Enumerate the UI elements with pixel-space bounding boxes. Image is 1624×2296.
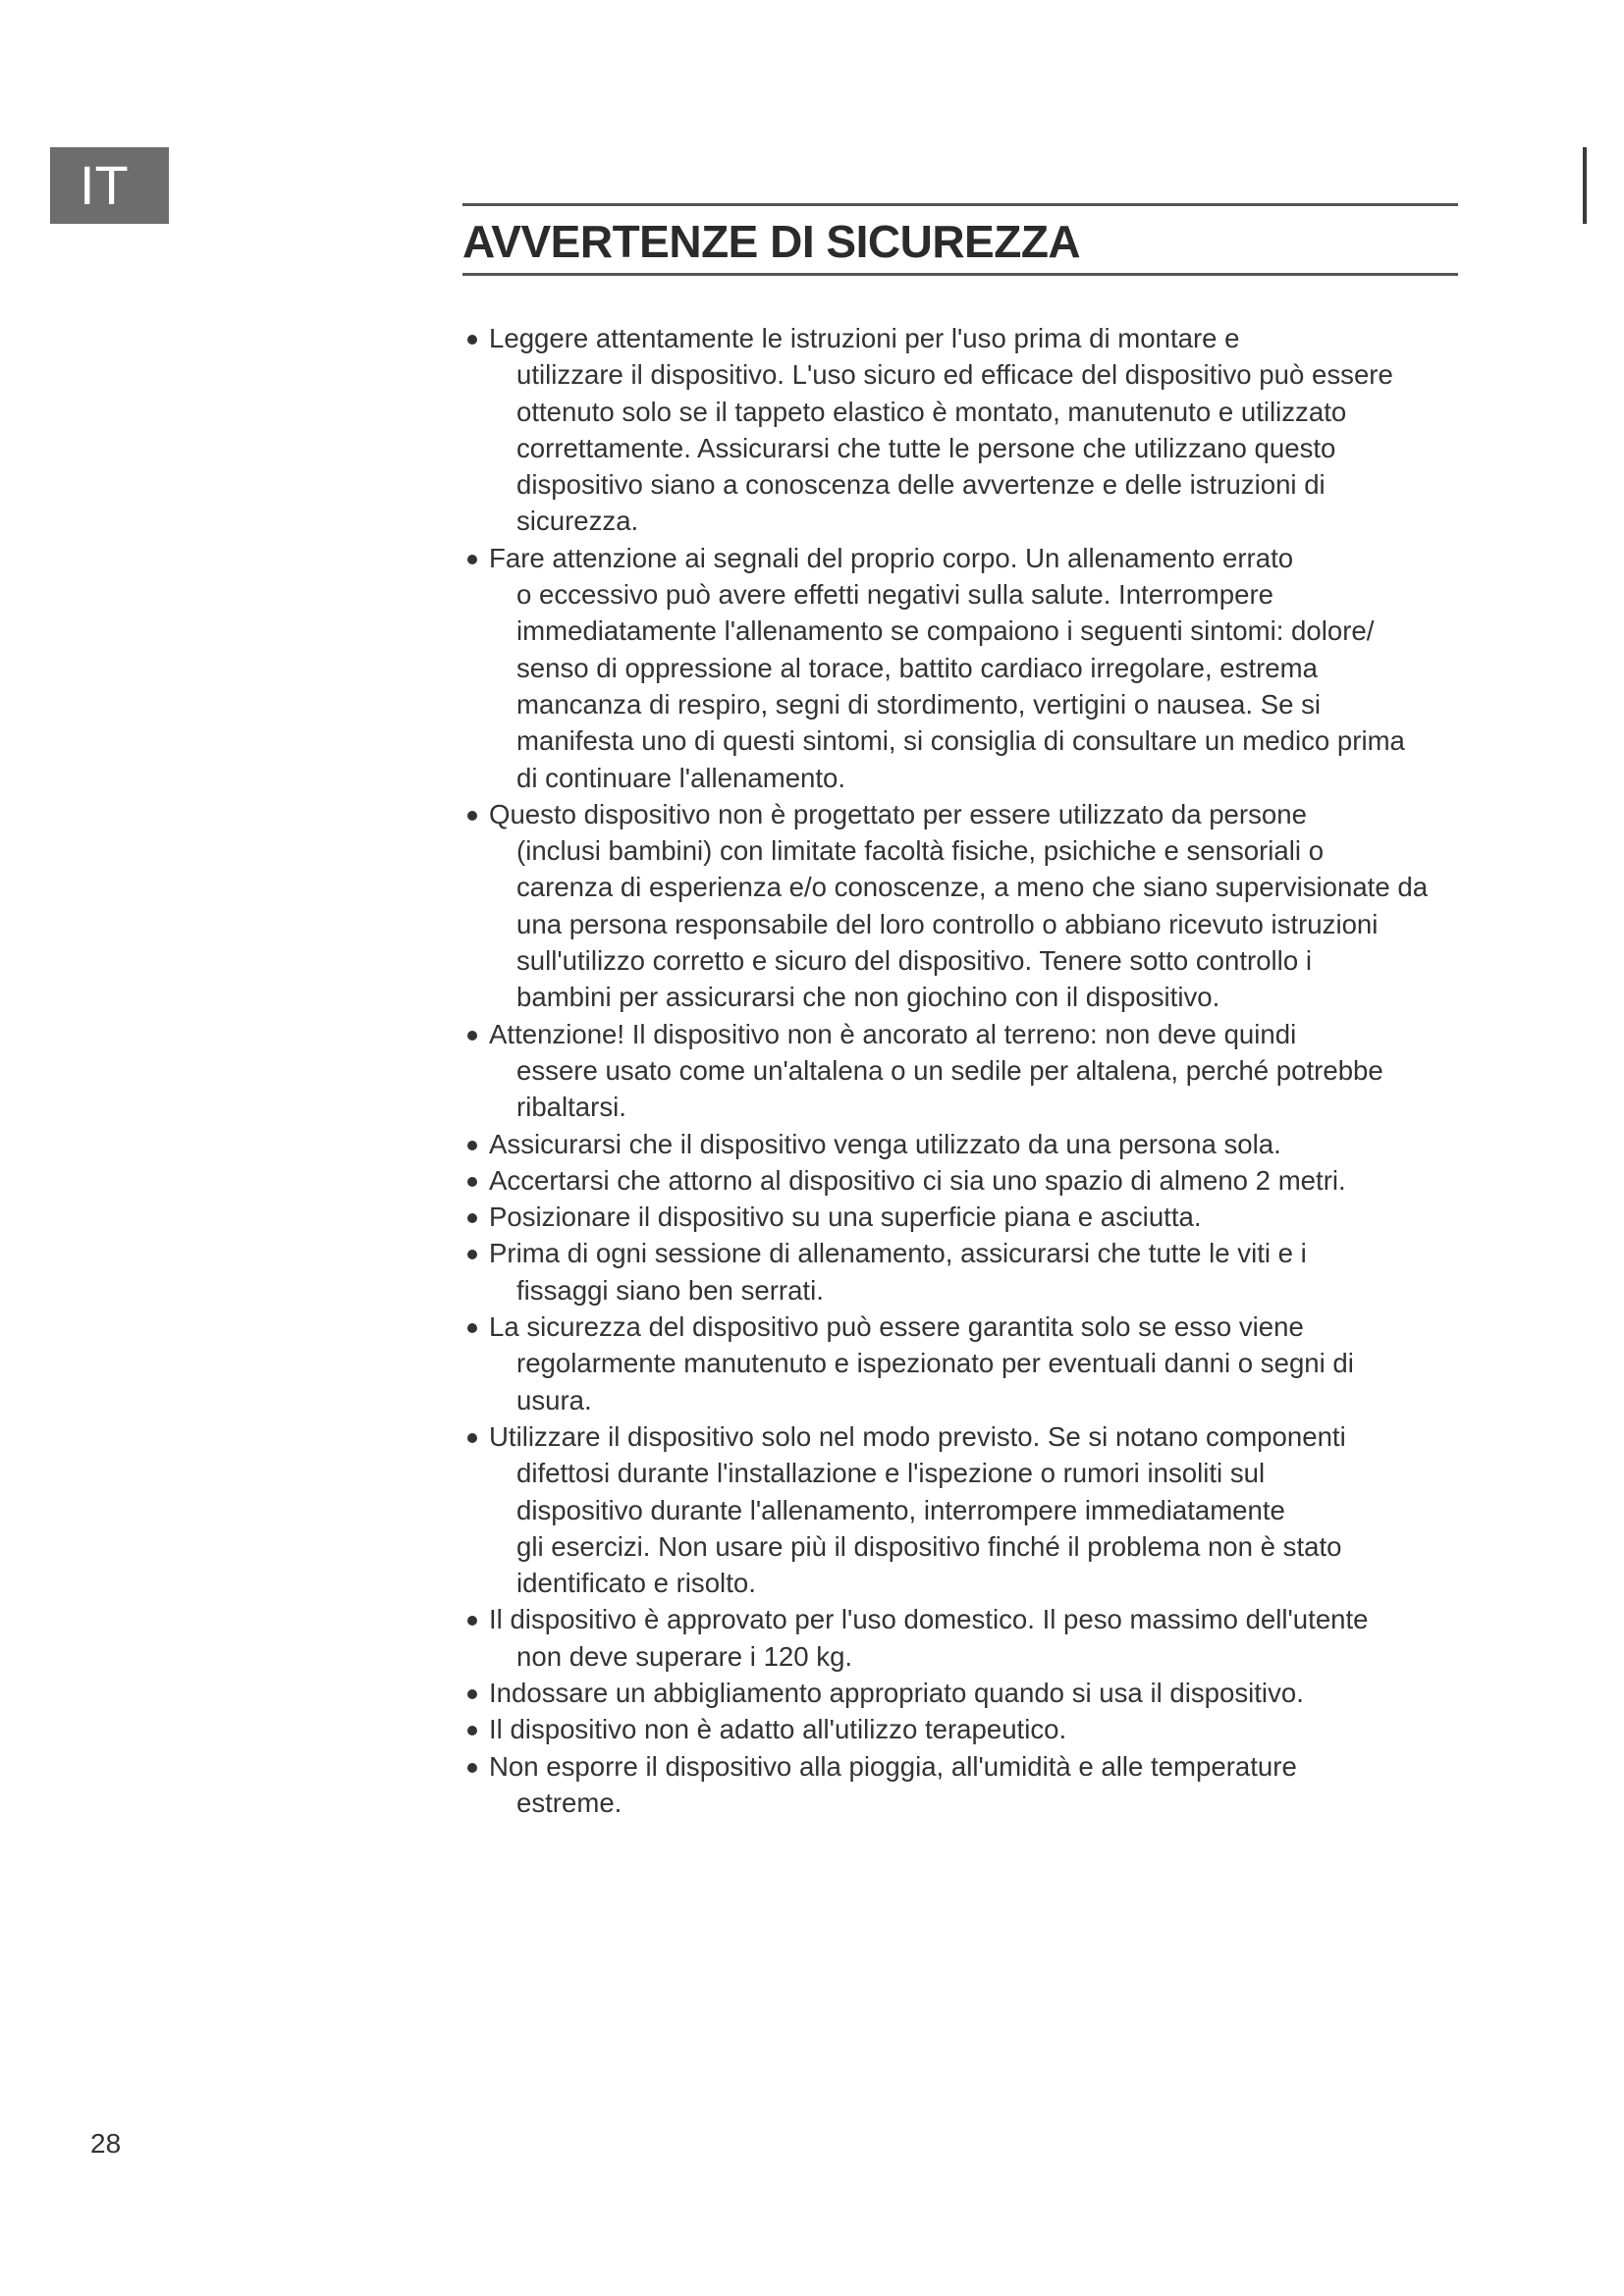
warning-text-line: usura. <box>516 1384 592 1415</box>
warning-text-line: correttamente. Assicurarsi che tutte le persone che utilizzano questo <box>516 432 1336 463</box>
warning-text-line: bambini per assicurarsi che non giochino con il dispositivo. <box>516 982 1220 1013</box>
warning-item <box>462 1748 1460 1822</box>
warning-item <box>462 1016 1460 1126</box>
bullet-icon <box>467 1177 477 1187</box>
warning-text-line: dispositivo durante l'allenamento, interrompere immediatamente <box>516 1494 1285 1525</box>
warning-text-line: Utilizzare il dispositivo solo nel modo previsto. Se si notano componenti <box>489 1420 1346 1452</box>
bullet-icon <box>467 1763 477 1773</box>
warning-text-line: Non esporre il dispositivo alla pioggia, all'umidità e alle temperature <box>489 1750 1297 1782</box>
warning-text-line: Assicurarsi che il dispositivo venga utilizzato da una persona sola. <box>489 1128 1281 1159</box>
warning-item <box>462 1675 1460 1711</box>
warning-text-line: estreme. <box>516 1787 623 1818</box>
warning-text-line: o eccessivo può avere effetti negativi sulla salute. Interrompere <box>516 579 1274 611</box>
warning-text-line: mancanza di respiro, segni di stordimento, vertigini o nausea. Se si <box>516 688 1322 720</box>
warning-text-line: regolarmente manutenuto e ispezionato per eventuali danni o segni di <box>516 1348 1354 1379</box>
warning-text-line: La sicurezza del dispositivo può essere garantita solo se esso viene <box>489 1311 1304 1343</box>
bullet-icon <box>467 335 477 345</box>
title-rule-top <box>462 203 1458 206</box>
page-edge-mark <box>1583 147 1587 224</box>
warning-text-line: senso di oppressione al torace, battito cardiaco irregolare, estrema <box>516 652 1318 683</box>
title-rule-bottom <box>462 273 1458 276</box>
warning-item <box>462 1711 1460 1747</box>
warning-text-line: Leggere attentamente le istruzioni per l'uso prima di montare e <box>489 323 1240 353</box>
bullet-icon <box>467 1726 477 1735</box>
bullet-icon <box>467 1323 477 1333</box>
bullet-icon <box>467 1616 477 1626</box>
bullet-icon <box>467 1213 477 1223</box>
warning-text-line: manifesta uno di questi sintomi, si consiglia di consultare un medico prima <box>516 725 1405 757</box>
warning-item <box>462 1308 1460 1418</box>
warning-text-line: Il dispositivo non è adatto all'utilizzo terapeutico. <box>489 1714 1067 1745</box>
warning-text-line: difettosi durante l'installazione e l'ispezione o rumori insoliti sul <box>516 1458 1266 1489</box>
warning-text-line: ribaltarsi. <box>516 1092 626 1123</box>
warning-text-line: identificato e risolto. <box>516 1568 756 1599</box>
warning-item <box>462 1601 1460 1675</box>
warning-text-line: immediatamente l'allenamento se compaiono i seguenti sintomi: dolore/ <box>516 615 1375 647</box>
bullet-icon <box>467 1250 477 1259</box>
warning-text-line: carenza di esperienza e/o conoscenze, a meno che siano supervisionate da <box>516 872 1429 903</box>
warning-item <box>462 1126 1460 1162</box>
warning-text-line: ottenuto solo se il tappeto elastico è montato, manutenuto e utilizzato <box>516 396 1347 427</box>
warning-item <box>462 320 1460 540</box>
language-tab: IT <box>50 147 169 224</box>
safety-warnings-list <box>462 320 1460 1821</box>
warning-text-line: Questo dispositivo non è progettato per essere utilizzato da persone <box>489 798 1307 829</box>
bullet-icon <box>467 1433 477 1443</box>
warning-text-line: di continuare l'allenamento. <box>516 762 846 793</box>
warning-item <box>462 1162 1460 1199</box>
bullet-icon <box>467 555 477 564</box>
warning-text-line: Indossare un abbigliamento appropriato quando si usa il dispositivo. <box>489 1677 1304 1708</box>
warning-text-line: sicurezza. <box>516 506 639 537</box>
warning-item <box>462 1199 1460 1235</box>
warning-text-line: fissaggi siano ben serrati. <box>516 1274 824 1306</box>
warning-text-line: gli esercizi. Non usare più il dispositivo finché il problema non è stato <box>516 1530 1342 1562</box>
warning-text-line: Accertarsi che attorno al dispositivo ci sia uno spazio di almeno 2 metri. <box>489 1164 1346 1196</box>
bullet-icon <box>467 811 477 821</box>
warning-text-line: Fare attenzione ai segnali del proprio corpo. Un allenamento errato <box>489 542 1294 573</box>
warning-item <box>462 540 1460 796</box>
section-title: AVVERTENZE DI SICUREZZA <box>462 216 1081 267</box>
page-number: 28 <box>90 2128 122 2159</box>
warning-text-line: utilizzare il dispositivo. L'uso sicuro ed efficace del dispositivo può essere <box>516 359 1393 391</box>
warning-text-line: una persona responsabile del loro controllo o abbiano ricevuto istruzioni <box>516 908 1379 939</box>
warning-text-line: (inclusi bambini) con limitate facoltà fisiche, psichiche e sensoriali o <box>516 835 1325 867</box>
warning-text-line: Posizionare il dispositivo su una superficie piana e asciutta. <box>489 1201 1202 1233</box>
bullet-icon <box>467 1031 477 1041</box>
warning-text-line: dispositivo siano a conoscenza delle avvertenze e delle istruzioni di <box>516 469 1326 501</box>
warning-text-line: sull'utilizzo corretto e sicuro del dispositivo. Tenere sotto controllo i <box>516 945 1312 977</box>
warning-text-line: Prima di ogni sessione di allenamento, assicurarsi che tutte le viti e i <box>489 1238 1307 1269</box>
warning-item <box>462 1235 1460 1308</box>
warning-text-line: essere usato come un'altalena o un sedile per altalena, perché potrebbe <box>516 1054 1383 1086</box>
warning-text-line: Attenzione! Il dispositivo non è ancorato al terreno: non deve quindi <box>489 1018 1297 1049</box>
warning-item <box>462 796 1460 1016</box>
warning-item <box>462 1418 1460 1601</box>
bullet-icon <box>467 1689 477 1699</box>
bullet-icon <box>467 1141 477 1150</box>
warning-text-line: Il dispositivo è approvato per l'uso domestico. Il peso massimo dell'utente <box>489 1604 1369 1635</box>
warning-text-line: non deve superare i 120 kg. <box>516 1640 853 1672</box>
